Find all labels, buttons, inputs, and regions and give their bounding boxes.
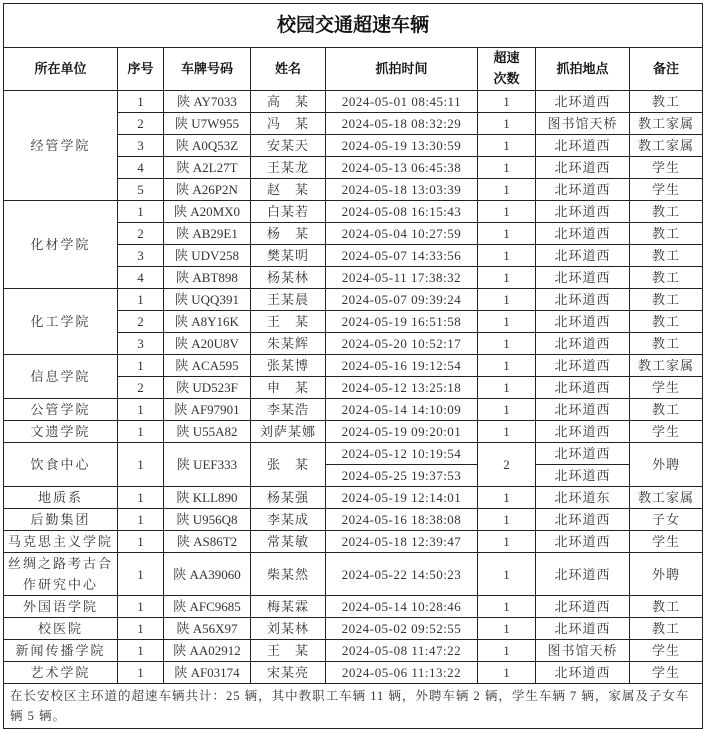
location-cell: 北环道西: [536, 355, 630, 377]
count-cell: 1: [478, 135, 536, 157]
summary-text: 在长安校区主环道的超速车辆共计：25 辆，其中教职工车辆 11 辆，外聘车辆 2 辆，学生车辆 7 辆，家属及子女车辆 5 辆。: [4, 684, 703, 729]
footer-row: [4, 684, 703, 729]
note-cell: 学生: [630, 662, 703, 684]
name-cell: 王 某: [251, 311, 326, 333]
name-cell: 李某成: [251, 509, 326, 531]
name-cell: 刘萨某娜: [251, 421, 326, 443]
time-cell: 2024-05-16 19:12:54: [326, 355, 478, 377]
count-cell: 1: [478, 289, 536, 311]
location-cell: 北环道西: [536, 596, 630, 618]
count-cell: 1: [478, 509, 536, 531]
unit-cell: 艺术学院: [4, 662, 118, 684]
table-row: [4, 553, 703, 596]
name-cell: 梅某霖: [251, 596, 326, 618]
title-row: [4, 4, 703, 48]
count-cell: 2: [478, 443, 536, 487]
note-cell: 外聘: [630, 553, 703, 596]
unit-cell: 外国语学院: [4, 596, 118, 618]
seq-cell: 1: [118, 487, 164, 509]
count-cell: 1: [478, 113, 536, 135]
name-cell: 白某若: [251, 201, 326, 223]
note-cell: 教工: [630, 91, 703, 113]
count-cell: 1: [478, 333, 536, 355]
plate-cell: 陕 UD523F: [164, 377, 251, 399]
note-cell: 教工家属: [630, 113, 703, 135]
location-cell: 北环道西: [536, 333, 630, 355]
name-cell: 赵 某: [251, 179, 326, 201]
count-cell: 1: [478, 91, 536, 113]
location-cell: 北环道西: [536, 91, 630, 113]
time-cell: 2024-05-13 06:45:38: [326, 157, 478, 179]
header-note: 备注: [630, 48, 703, 91]
location-cell: 北环道西: [536, 289, 630, 311]
seq-cell: 1: [118, 509, 164, 531]
plate-cell: 陕 AS86T2: [164, 531, 251, 553]
plate-cell: 陕 UDV258: [164, 245, 251, 267]
note-cell: 教工: [630, 311, 703, 333]
time-cell: 2024-05-12 13:25:18: [326, 377, 478, 399]
time-cell: 2024-05-18 08:32:29: [326, 113, 478, 135]
table-row: [4, 289, 703, 311]
time-cell: 2024-05-22 14:50:23: [326, 553, 478, 596]
count-cell: 1: [478, 267, 536, 289]
unit-cell: 新闻传播学院: [4, 640, 118, 662]
name-cell: 常某敏: [251, 531, 326, 553]
time-cell: 2024-05-18 12:39:47: [326, 531, 478, 553]
seq-cell: 3: [118, 135, 164, 157]
note-cell: 教工: [630, 201, 703, 223]
header-seq: 序号: [118, 48, 164, 91]
header-location: 抓拍地点: [536, 48, 630, 91]
table-row: [4, 662, 703, 684]
name-cell: 樊某明: [251, 245, 326, 267]
unit-cell: 文遗学院: [4, 421, 118, 443]
name-cell: 王 某: [251, 640, 326, 662]
name-cell: 王某龙: [251, 157, 326, 179]
seq-cell: 1: [118, 662, 164, 684]
time-cell: 2024-05-08 16:15:43: [326, 201, 478, 223]
seq-cell: 1: [118, 531, 164, 553]
note-cell: 教工: [630, 596, 703, 618]
plate-cell: 陕 AF97901: [164, 399, 251, 421]
location-cell: 图书馆天桥: [536, 640, 630, 662]
plate-cell: 陕 A20MX0: [164, 201, 251, 223]
location-cell: 北环道西: [536, 223, 630, 245]
time-cell: 2024-05-08 11:47:22: [326, 640, 478, 662]
unit-cell: 公管学院: [4, 399, 118, 421]
count-cell: 1: [478, 377, 536, 399]
table-row: [4, 421, 703, 443]
name-cell: 李某浩: [251, 399, 326, 421]
unit-cell: 化材学院: [4, 201, 118, 289]
note-cell: 教工: [630, 223, 703, 245]
plate-cell: 陕 ACA595: [164, 355, 251, 377]
count-cell: 1: [478, 223, 536, 245]
time-cell: 2024-05-19 16:51:58: [326, 311, 478, 333]
location-cell: 北环道西: [536, 443, 630, 465]
seq-cell: 1: [118, 91, 164, 113]
count-cell: 1: [478, 662, 536, 684]
seq-cell: 4: [118, 267, 164, 289]
unit-cell: 化工学院: [4, 289, 118, 355]
note-cell: 学生: [630, 179, 703, 201]
time-cell: 2024-05-18 13:03:39: [326, 179, 478, 201]
header-plate: 车牌号码: [164, 48, 251, 91]
count-cell: 1: [478, 618, 536, 640]
table-row: [4, 509, 703, 531]
name-cell: 杨某强: [251, 487, 326, 509]
count-cell: 1: [478, 245, 536, 267]
count-cell: 1: [478, 553, 536, 596]
time-cell: 2024-05-16 18:38:08: [326, 509, 478, 531]
count-cell: 1: [478, 596, 536, 618]
note-cell: 教工家属: [630, 135, 703, 157]
name-cell: 安某天: [251, 135, 326, 157]
count-cell: 1: [478, 311, 536, 333]
name-cell: 冯 某: [251, 113, 326, 135]
count-cell: 1: [478, 355, 536, 377]
plate-cell: 陕 UEF333: [164, 443, 251, 487]
plate-cell: 陕 AB29E1: [164, 223, 251, 245]
plate-cell: 陕 A2L27T: [164, 157, 251, 179]
unit-cell: 马克思主义学院: [4, 531, 118, 553]
plate-cell: 陕 AA39060: [164, 553, 251, 596]
seq-cell: 2: [118, 377, 164, 399]
plate-cell: 陕 UQQ391: [164, 289, 251, 311]
unit-cell: 后勤集团: [4, 509, 118, 531]
note-cell: 教工: [630, 618, 703, 640]
time-cell: 2024-05-19 09:20:01: [326, 421, 478, 443]
location-cell: 北环道西: [536, 267, 630, 289]
seq-cell: 4: [118, 157, 164, 179]
name-cell: 王某晨: [251, 289, 326, 311]
seq-cell: 1: [118, 443, 164, 487]
name-cell: 宋某亮: [251, 662, 326, 684]
plate-cell: 陕 AA02912: [164, 640, 251, 662]
header-unit: 所在单位: [4, 48, 118, 91]
location-cell: 北环道西: [536, 179, 630, 201]
table-row: [4, 91, 703, 113]
seq-cell: 5: [118, 179, 164, 201]
speeding-vehicles-table: [3, 3, 703, 729]
note-cell: 教工: [630, 245, 703, 267]
time-cell: 2024-05-07 09:39:24: [326, 289, 478, 311]
name-cell: 朱某辉: [251, 333, 326, 355]
count-cell: 1: [478, 487, 536, 509]
seq-cell: 1: [118, 596, 164, 618]
seq-cell: 1: [118, 618, 164, 640]
seq-cell: 1: [118, 399, 164, 421]
table-title: 校园交通超速车辆: [4, 4, 703, 48]
unit-cell: 经管学院: [4, 91, 118, 201]
plate-cell: 陕 AY7033: [164, 91, 251, 113]
time-cell: 2024-05-11 17:38:32: [326, 267, 478, 289]
table-row: [4, 443, 703, 465]
time-cell: 2024-05-14 10:28:46: [326, 596, 478, 618]
plate-cell: 陕 AFC9685: [164, 596, 251, 618]
note-cell: 教工: [630, 267, 703, 289]
unit-cell: 地质系: [4, 487, 118, 509]
seq-cell: 1: [118, 421, 164, 443]
location-cell: 北环道西: [536, 201, 630, 223]
name-cell: 张 某: [251, 443, 326, 487]
name-cell: 柴某然: [251, 553, 326, 596]
table-row: [4, 355, 703, 377]
time-cell: 2024-05-04 10:27:59: [326, 223, 478, 245]
name-cell: 张某博: [251, 355, 326, 377]
location-cell: 北环道东: [536, 487, 630, 509]
note-cell: 外聘: [630, 443, 703, 487]
table-row: [4, 618, 703, 640]
plate-cell: 陕 A56X97: [164, 618, 251, 640]
location-cell: 北环道西: [536, 245, 630, 267]
seq-cell: 1: [118, 201, 164, 223]
plate-cell: 陕 ABT898: [164, 267, 251, 289]
note-cell: 学生: [630, 157, 703, 179]
location-cell: 北环道西: [536, 553, 630, 596]
name-cell: 杨某林: [251, 267, 326, 289]
table-row: [4, 640, 703, 662]
seq-cell: 2: [118, 311, 164, 333]
location-cell: 北环道西: [536, 311, 630, 333]
note-cell: 学生: [630, 640, 703, 662]
note-cell: 学生: [630, 377, 703, 399]
unit-cell: 校医院: [4, 618, 118, 640]
count-cell: 1: [478, 531, 536, 553]
count-cell: 1: [478, 399, 536, 421]
name-cell: 刘某林: [251, 618, 326, 640]
location-cell: 北环道西: [536, 135, 630, 157]
time-cell: 2024-05-02 09:52:55: [326, 618, 478, 640]
count-cell: 1: [478, 421, 536, 443]
name-cell: 申 某: [251, 377, 326, 399]
unit-cell: 信息学院: [4, 355, 118, 399]
location-cell: 图书馆天桥: [536, 113, 630, 135]
table-row: [4, 487, 703, 509]
time-cell: 2024-05-06 11:13:22: [326, 662, 478, 684]
location-cell: 北环道西: [536, 531, 630, 553]
seq-cell: 2: [118, 113, 164, 135]
note-cell: 教工: [630, 333, 703, 355]
plate-cell: 陕 AF03174: [164, 662, 251, 684]
count-cell: 1: [478, 640, 536, 662]
table-row: [4, 201, 703, 223]
note-cell: 子女: [630, 509, 703, 531]
table-row: [4, 596, 703, 618]
plate-cell: 陕 U55A82: [164, 421, 251, 443]
location-cell: 北环道西: [536, 157, 630, 179]
location-cell: 北环道西: [536, 509, 630, 531]
time-cell: 2024-05-19 12:14:01: [326, 487, 478, 509]
plate-cell: 陕 A26P2N: [164, 179, 251, 201]
seq-cell: 3: [118, 333, 164, 355]
seq-cell: 3: [118, 245, 164, 267]
note-cell: 教工: [630, 289, 703, 311]
time-cell: 2024-05-12 10:19:54: [326, 443, 478, 465]
note-cell: 教工家属: [630, 355, 703, 377]
header-name: 姓名: [251, 48, 326, 91]
time-cell: 2024-05-07 14:33:56: [326, 245, 478, 267]
time-cell: 2024-05-01 08:45:11: [326, 91, 478, 113]
count-cell: 1: [478, 179, 536, 201]
count-cell: 1: [478, 157, 536, 179]
unit-cell: 丝绸之路考古合作研究中心: [4, 553, 118, 596]
location-cell: 北环道西: [536, 662, 630, 684]
time-cell: 2024-05-25 19:37:53: [326, 465, 478, 487]
location-cell: 北环道西: [536, 465, 630, 487]
seq-cell: 1: [118, 289, 164, 311]
header-row: [4, 48, 703, 91]
note-cell: 学生: [630, 421, 703, 443]
header-count: 超速次数: [478, 48, 536, 91]
location-cell: 北环道西: [536, 399, 630, 421]
time-cell: 2024-05-19 13:30:59: [326, 135, 478, 157]
plate-cell: 陕 U7W955: [164, 113, 251, 135]
plate-cell: 陕 A8Y16K: [164, 311, 251, 333]
seq-cell: 1: [118, 640, 164, 662]
header-time: 抓拍时间: [326, 48, 478, 91]
plate-cell: 陕 KLL890: [164, 487, 251, 509]
plate-cell: 陕 A0Q53Z: [164, 135, 251, 157]
seq-cell: 1: [118, 355, 164, 377]
time-cell: 2024-05-20 10:52:17: [326, 333, 478, 355]
name-cell: 高 某: [251, 91, 326, 113]
seq-cell: 1: [118, 553, 164, 596]
plate-cell: 陕 U956Q8: [164, 509, 251, 531]
table-row: [4, 531, 703, 553]
unit-cell: 饮食中心: [4, 443, 118, 487]
location-cell: 北环道西: [536, 618, 630, 640]
table-body: [4, 91, 703, 684]
name-cell: 杨 某: [251, 223, 326, 245]
note-cell: 教工家属: [630, 487, 703, 509]
plate-cell: 陕 A20U8V: [164, 333, 251, 355]
time-cell: 2024-05-14 14:10:09: [326, 399, 478, 421]
table-row: [4, 399, 703, 421]
seq-cell: 2: [118, 223, 164, 245]
location-cell: 北环道西: [536, 421, 630, 443]
location-cell: 北环道西: [536, 377, 630, 399]
note-cell: 教工: [630, 399, 703, 421]
count-cell: 1: [478, 201, 536, 223]
note-cell: 学生: [630, 531, 703, 553]
